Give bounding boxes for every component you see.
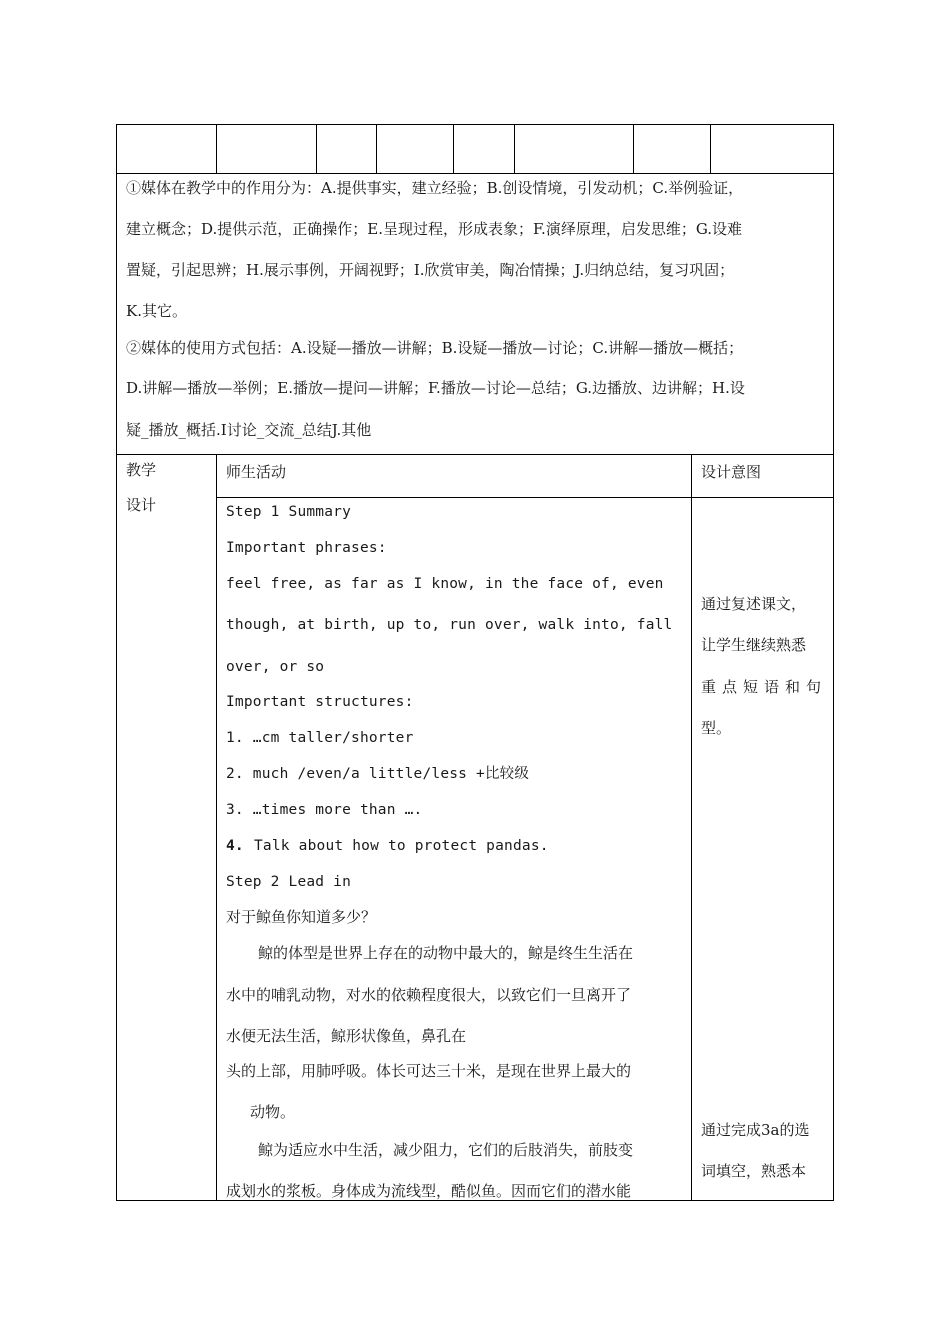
row-divider-2 <box>116 454 834 455</box>
design-col-left <box>216 454 217 1201</box>
intent-line: 让学生继续熟悉 <box>701 636 807 654</box>
top-row-col-6 <box>633 124 634 173</box>
design-col-right <box>691 454 692 1201</box>
table-right-border <box>833 124 834 1201</box>
top-row-col-3 <box>376 124 377 173</box>
intent-line: 通过复述课文， <box>701 595 807 613</box>
table-top-border <box>116 124 834 125</box>
design-label: 设计 <box>126 496 157 514</box>
media-function-line: ①媒体在教学中的作用分为：A.提供事实，建立经验；B.创设情境，引发动机；C.举例验证， <box>126 179 744 197</box>
activity-line: Step 1 Summary <box>226 504 352 520</box>
header-divider <box>216 497 834 498</box>
media-usage-line: 疑_播放_概括.I讨论_交流_总结J.其他 <box>126 421 372 439</box>
activity-line: 水便无法生活，鲸形状像鱼，鼻孔在 <box>226 1027 467 1045</box>
top-row-col-2 <box>316 124 317 173</box>
activity-line: 对于鲸鱼你知道多少？ <box>226 908 377 926</box>
top-row-col-4 <box>453 124 454 173</box>
media-usage-line: D.讲解—播放—举例；E.播放—提问—讲解；F.播放—讨论—总结；G.边播放、边讲解；H.设 <box>126 379 745 397</box>
top-row-col-1 <box>216 124 217 173</box>
intent-line: 词填空，熟悉本 <box>701 1162 807 1180</box>
activity-line: 3. …times more than …. <box>226 802 423 818</box>
activity-line: 水中的哺乳动物，对水的依赖程度很大，以致它们一旦离开了 <box>226 986 632 1004</box>
media-usage-line: ②媒体的使用方式包括：A.设疑—播放—讲解；B.设疑—播放—讨论；C.讲解—播放—概括； <box>126 339 744 357</box>
table-left-border <box>116 124 117 1201</box>
top-row-col-5 <box>514 124 515 173</box>
activity-line: feel free, as far as I know, in the face of, even <box>226 576 664 592</box>
activity-line: 2. much /even/a little/less +比较级 <box>226 766 530 782</box>
activity-line: Important phrases: <box>226 540 387 556</box>
top-row-col-7 <box>710 124 711 173</box>
activity-line: 1. …cm taller/shorter <box>226 730 414 746</box>
activity-header: 师生活动 <box>226 463 287 481</box>
media-function-line: K.其它。 <box>126 302 187 320</box>
activity-number: 4. <box>226 838 244 854</box>
activity-line: though, at birth, up to, run over, walk into, fall <box>226 617 673 633</box>
activity-line: Important structures: <box>226 694 414 710</box>
activity-line: over, or so <box>226 659 325 675</box>
intent-header: 设计意图 <box>701 463 762 481</box>
intent-line: 型。 <box>701 719 732 737</box>
activity-line: Step 2 Lead in <box>226 874 352 890</box>
media-function-line: 建立概念；D.提供示范，正确操作；E.呈现过程，形成表象；F.演绎原理，启发思维；G.设难 <box>126 220 743 238</box>
activity-line: 鲸的体型是世界上存在的动物中最大的，鲸是终生生活在 <box>258 944 634 962</box>
activity-line: Talk about how to protect pandas. <box>254 838 549 854</box>
intent-line: 重点短语和句 <box>701 678 828 696</box>
design-label: 教学 <box>126 461 157 479</box>
media-function-line: 置疑，引起思辨；H.展示事例，开阔视野；I.欣赏审美，陶冶情操；J.归纳总结，复习巩固； <box>126 261 735 279</box>
activity-line: 头的上部，用肺呼吸。体长可达三十米，是现在世界上最大的 <box>226 1062 632 1080</box>
activity-line: 成划水的浆板。身体成为流线型，酷似鱼。因而它们的潜水能 <box>226 1182 632 1200</box>
intent-line: 通过完成3a的选 <box>701 1121 810 1139</box>
row-divider-1 <box>116 173 834 174</box>
activity-line: 鲸为适应水中生活，减少阻力，它们的后肢消失，前肢变 <box>258 1141 634 1159</box>
activity-line: 动物。 <box>250 1103 296 1121</box>
